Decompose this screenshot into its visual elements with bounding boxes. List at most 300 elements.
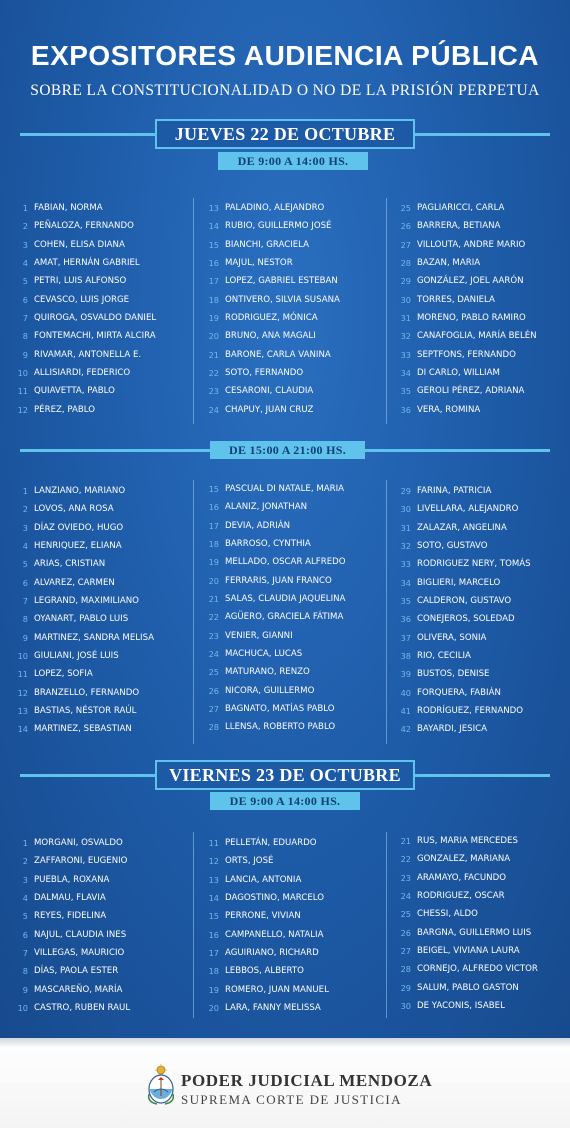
speaker-number: 34: [400, 368, 411, 379]
column-divider: [193, 480, 194, 744]
speaker-name: LEBBOS, ALBERTO: [225, 966, 304, 977]
speaker-name: LARA, FANNY MELISSA: [225, 1003, 321, 1014]
speaker-name: BASTIAS, NÉSTOR RAÚL: [34, 706, 137, 717]
speaker-name: QUIAVETTA, PABLO: [34, 386, 115, 397]
speaker-number: 25: [400, 203, 411, 213]
speaker-column: [199, 480, 384, 737]
speaker-entry: [199, 364, 384, 382]
speaker-entry: [8, 555, 193, 573]
speaker-number: 23: [400, 872, 411, 883]
speaker-name: LIVELLARA, ALEJANDRO: [417, 504, 519, 515]
speaker-number: 19: [208, 984, 219, 995]
speaker-entry: [8, 401, 193, 419]
speaker-entry: [391, 537, 570, 555]
speaker-number: 34: [400, 577, 411, 588]
speaker-column: [8, 834, 193, 1017]
speaker-entry: [391, 832, 570, 850]
speaker-name: AMAT, HERNÁN GABRIEL: [34, 258, 140, 269]
speaker-column: [199, 834, 384, 1017]
speaker-column: [199, 199, 384, 419]
speaker-number: 16: [208, 258, 219, 269]
speaker-column: [8, 199, 193, 419]
speaker-number: 10: [17, 651, 28, 662]
speaker-number: 4: [22, 893, 28, 904]
speaker-name: QUIROGA, OSVALDO DANIEL: [34, 313, 157, 324]
speaker-name: PETRI, LUIS ALFONSO: [34, 276, 127, 287]
speaker-entry: [8, 852, 193, 870]
speaker-name: SOTO, GUSTAVO: [417, 541, 488, 552]
speaker-number: 6: [22, 929, 28, 940]
speaker-name: BARONE, CARLA VANINA: [225, 349, 331, 360]
speaker-entry: [8, 684, 193, 702]
speaker-entry: [8, 926, 193, 944]
speaker-entry: [199, 871, 384, 889]
speaker-name: LLENSA, ROBERTO PABLO: [225, 722, 336, 733]
speaker-entry: [199, 999, 384, 1017]
speaker-column: [391, 832, 570, 1015]
speaker-name: ZAFFARONI, EUGENIO: [34, 856, 128, 867]
speaker-name: BAGNATO, MATÍAS PABLO: [225, 704, 335, 715]
speaker-name: PAGLIARICCI, CARLA: [417, 203, 505, 213]
speaker-entry: [8, 907, 193, 925]
speaker-entry: [391, 382, 570, 400]
speaker-number: 21: [208, 594, 219, 605]
speaker-number: 14: [208, 893, 219, 904]
speaker-number: 42: [400, 724, 411, 735]
speaker-number: 2: [22, 856, 28, 867]
speaker-number: 30: [400, 504, 411, 515]
speaker-name: OYANART, PABLO LUIS: [34, 614, 129, 625]
footer: [0, 1038, 570, 1128]
speaker-entry: [199, 663, 384, 681]
speaker-number: 20: [208, 331, 219, 342]
speaker-name: RODRIGUEZ, MÓNICA: [225, 313, 318, 324]
speaker-name: REYES, FIDELINA: [34, 911, 107, 922]
speaker-name: ONTIVERO, SILVIA SUSANA: [225, 294, 340, 305]
speaker-entry: [199, 553, 384, 571]
speaker-name: BIGLIERI, MARCELO: [417, 577, 501, 588]
speaker-name: RUS, MARIA MERCEDES: [417, 836, 518, 846]
speaker-name: PÉREZ, PABLO: [34, 404, 96, 415]
speaker-number: 24: [208, 649, 219, 660]
speaker-name: FARINA, PATRICIA: [417, 486, 492, 496]
speaker-entry: [199, 590, 384, 608]
speaker-entry: [391, 291, 570, 309]
speaker-name: DAGOSTINO, MARCELO: [225, 893, 325, 904]
speaker-name: RIVAMAR, ANTONELLA E.: [34, 349, 142, 360]
speaker-name: ALVAREZ, CARMEN: [34, 577, 115, 588]
speaker-entry: [199, 962, 384, 980]
speaker-number: 6: [22, 577, 28, 588]
speaker-number: 26: [400, 221, 411, 232]
speaker-number: 36: [400, 404, 411, 415]
speaker-number: 24: [208, 404, 219, 415]
speaker-number: 2: [22, 504, 28, 515]
speaker-name: CALDERON, GUSTAVO: [417, 596, 512, 607]
speaker-name: HENRIQUEZ, ELIANA: [34, 541, 122, 552]
speaker-entry: [391, 401, 570, 419]
speaker-entry: [199, 535, 384, 553]
speaker-number: 11: [17, 386, 28, 397]
speaker-number: 10: [17, 368, 28, 379]
speaker-name: DE YACONIS, ISABEL: [417, 1001, 505, 1012]
speaker-name: GIULIANI, JOSÉ LUIS: [34, 651, 119, 662]
speaker-entry: [391, 960, 570, 978]
speaker-entry: [199, 401, 384, 419]
speaker-entry: [391, 647, 570, 665]
speaker-number: 22: [208, 368, 219, 379]
speaker-entry: [199, 327, 384, 345]
speaker-number: 14: [17, 724, 28, 735]
speaker-number: 3: [22, 874, 28, 885]
speaker-name: ORTS, JOSÉ: [225, 856, 274, 867]
speaker-name: VILLOUTA, ANDRE MARIO: [417, 239, 526, 250]
speaker-name: PASCUAL DI NATALE, MARIA: [225, 484, 344, 494]
speaker-name: VENIER, GIANNI: [225, 630, 293, 641]
speaker-number: 12: [208, 856, 219, 867]
speaker-name: RODRIGUEZ NERY, TOMÁS: [417, 559, 531, 570]
speaker-entry: [391, 346, 570, 364]
day-heading: JUEVES 22 DE OCTUBRE: [155, 119, 415, 149]
speaker-name: MASCAREÑO, MARÍA: [34, 984, 123, 995]
speaker-number: 29: [400, 982, 411, 993]
speaker-name: ALLISIARDI, FEDERICO: [34, 368, 131, 379]
speaker-number: 37: [400, 632, 411, 643]
page-subtitle: SOBRE LA CONSTITUCIONALIDAD O NO DE LA PRISIÓN PERPETUA: [30, 82, 540, 99]
speaker-name: DÍAZ OVIEDO, HUGO: [34, 522, 124, 533]
speaker-entry: [391, 574, 570, 592]
speaker-number: 2: [22, 221, 28, 232]
speaker-name: MAJUL, NESTOR: [225, 258, 293, 269]
speaker-entry: [8, 647, 193, 665]
speaker-number: 24: [400, 891, 411, 902]
speaker-number: 5: [22, 276, 28, 287]
speaker-number: 5: [22, 559, 28, 570]
speaker-number: 8: [22, 614, 28, 625]
speaker-name: ZALAZAR, ANGELINA: [417, 522, 507, 533]
speaker-name: FONTEMACHI, MIRTA ALCIRA: [34, 331, 156, 342]
speaker-entry: [8, 889, 193, 907]
speaker-entry: [8, 944, 193, 962]
speaker-name: SALUM, PABLO GASTON: [417, 982, 519, 993]
speaker-number: 8: [22, 331, 28, 342]
speaker-number: 1: [22, 838, 28, 848]
speaker-name: ARAMAYO, FACUNDO: [417, 872, 506, 883]
speaker-number: 4: [22, 258, 28, 269]
speaker-number: 1: [22, 486, 28, 496]
speaker-name: PERRONE, VIVIAN: [225, 911, 301, 922]
speaker-entry: [199, 645, 384, 663]
speaker-number: 32: [400, 541, 411, 552]
speaker-number: 39: [400, 669, 411, 680]
speaker-entry: [391, 905, 570, 923]
speaker-number: 9: [22, 349, 28, 360]
speaker-name: COHEN, ELISA DIANA: [34, 239, 125, 250]
speaker-number: 25: [400, 909, 411, 920]
speaker-name: BRUNO, ANA MAGALI: [225, 331, 316, 342]
speaker-entry: [8, 482, 193, 500]
speaker-number: 7: [22, 313, 28, 324]
speaker-entry: [391, 979, 570, 997]
speaker-name: LOPEZ, SOFIA: [34, 669, 93, 680]
speaker-entry: [391, 720, 570, 738]
speaker-entry: [199, 382, 384, 400]
speaker-entry: [391, 942, 570, 960]
speaker-number: 28: [400, 964, 411, 975]
speaker-number: 11: [208, 838, 219, 848]
speaker-number: 19: [208, 313, 219, 324]
speaker-number: 4: [22, 541, 28, 552]
speaker-entry: [391, 327, 570, 345]
speaker-name: NICORA, GUILLERMO: [225, 685, 315, 696]
speaker-entry: [391, 869, 570, 887]
speaker-entry: [391, 629, 570, 647]
day-heading: VIERNES 23 DE OCTUBRE: [155, 760, 415, 790]
column-divider: [193, 832, 194, 1018]
speaker-entry: [391, 592, 570, 610]
footer-divider: [0, 1038, 570, 1048]
speaker-number: 23: [208, 630, 219, 641]
speaker-number: 15: [208, 911, 219, 922]
speaker-name: DALMAU, FLAVIA: [34, 893, 106, 904]
speaker-name: BEIGEL, VIVIANA LAURA: [417, 946, 520, 957]
speaker-name: SOTO, FERNANDO: [225, 368, 304, 379]
speaker-entry: [391, 684, 570, 702]
speaker-entry: [391, 309, 570, 327]
speaker-entry: [199, 517, 384, 535]
speaker-name: BUSTOS, DENISE: [417, 669, 490, 680]
speaker-entry: [391, 199, 570, 217]
speaker-entry: [199, 309, 384, 327]
speaker-name: NAJUL, CLAUDIA INES: [34, 929, 127, 940]
speaker-number: 1: [22, 203, 28, 213]
speaker-number: 12: [17, 404, 28, 415]
page-title: EXPOSITORES AUDIENCIA PÚBLICA: [30, 40, 540, 71]
speaker-name: LOPEZ, GABRIEL ESTEBAN: [225, 276, 338, 287]
speaker-name: DI CARLO, WILLIAM: [417, 368, 500, 379]
speaker-entry: [391, 997, 570, 1015]
speaker-entry: [8, 720, 193, 738]
speaker-entry: [391, 272, 570, 290]
speaker-number: 27: [400, 946, 411, 957]
speaker-column: [391, 482, 570, 739]
speaker-number: 30: [400, 294, 411, 305]
speaker-entry: [199, 498, 384, 516]
speaker-entry: [391, 555, 570, 573]
speaker-entry: [199, 834, 384, 852]
speaker-entry: [8, 217, 193, 235]
speaker-entry: [199, 346, 384, 364]
speaker-name: CHAPUY, JUAN CRUZ: [225, 404, 314, 415]
speaker-number: 26: [400, 927, 411, 938]
speaker-number: 18: [208, 539, 219, 550]
speaker-number: 14: [208, 221, 219, 232]
speaker-entry: [8, 199, 193, 217]
speaker-entry: [199, 627, 384, 645]
speaker-entry: [8, 327, 193, 345]
speaker-number: 12: [17, 687, 28, 698]
speaker-number: 33: [400, 559, 411, 570]
speaker-entry: [8, 519, 193, 537]
speaker-name: GEROLI PÉREZ, ADRIANA: [417, 386, 525, 397]
speaker-number: 15: [208, 484, 219, 494]
speaker-entry: [199, 254, 384, 272]
speaker-name: CANAFOGLIA, MARÍA BELÉN: [417, 331, 537, 342]
speaker-entry: [8, 382, 193, 400]
speaker-name: VERA, ROMINA: [417, 404, 481, 415]
speaker-number: 31: [400, 522, 411, 533]
speaker-entry: [8, 309, 193, 327]
speaker-name: MARTINEZ, SANDRA MELISA: [34, 632, 155, 643]
speaker-number: 15: [208, 239, 219, 250]
org-subtitle: SUPREMA CORTE DE JUSTICIA: [181, 1092, 402, 1107]
speaker-entry: [391, 887, 570, 905]
speaker-name: PALADINO, ALEJANDRO: [225, 203, 325, 213]
speaker-number: 6: [22, 294, 28, 305]
speaker-number: 26: [208, 685, 219, 696]
session-time: DE 9:00 A 14:00 HS.: [218, 152, 368, 170]
speaker-name: BRANZELLO, FERNANDO: [34, 687, 140, 698]
column-divider: [386, 198, 387, 424]
speaker-entry: [199, 480, 384, 498]
session-time: DE 15:00 A 21:00 HS.: [210, 441, 365, 459]
speaker-name: LANZIANO, MARIANO: [34, 486, 126, 496]
speaker-entry: [199, 926, 384, 944]
speaker-name: TORRES, DANIELA: [417, 294, 495, 305]
speaker-entry: [199, 981, 384, 999]
speaker-name: RUBIO, GUILLERMO JOSÉ: [225, 221, 332, 232]
speaker-name: SEPTFONS, FERNANDO: [417, 349, 516, 360]
speaker-number: 32: [400, 331, 411, 342]
speaker-name: BAYARDI, JESICA: [417, 724, 487, 735]
speaker-entry: [8, 629, 193, 647]
speaker-entry: [199, 700, 384, 718]
speaker-name: LOVOS, ANA ROSA: [34, 504, 114, 515]
speaker-name: PEÑALOZA, FERNANDO: [34, 221, 134, 232]
speaker-number: 8: [22, 966, 28, 977]
speaker-name: MELLADO, OSCAR ALFREDO: [225, 557, 346, 568]
speaker-entry: [8, 537, 193, 555]
speaker-entry: [391, 217, 570, 235]
speaker-number: 30: [400, 1001, 411, 1012]
speaker-name: ARIAS, CRISTIAN: [34, 559, 106, 570]
speaker-name: RODRÍGUEZ, FERNANDO: [417, 706, 524, 717]
speaker-number: 19: [208, 557, 219, 568]
speaker-name: AGUIRIANO, RICHARD: [225, 948, 319, 959]
speaker-number: 22: [208, 612, 219, 623]
speaker-entry: [391, 254, 570, 272]
speaker-number: 29: [400, 486, 411, 496]
speaker-entry: [8, 574, 193, 592]
speaker-number: 20: [208, 1003, 219, 1014]
speaker-entry: [8, 999, 193, 1017]
speaker-number: 17: [208, 520, 219, 531]
speaker-name: MATURANO, RENZO: [225, 667, 310, 678]
column-divider: [386, 480, 387, 744]
speaker-number: 11: [17, 669, 28, 680]
org-name: PODER JUDICIAL MENDOZA: [181, 1071, 433, 1090]
speaker-entry: [8, 981, 193, 999]
speaker-name: FERRARIS, JUAN FRANCO: [225, 575, 332, 586]
speaker-number: 41: [400, 706, 411, 717]
speaker-entry: [8, 346, 193, 364]
session-time: DE 9:00 A 14:00 HS.: [210, 792, 360, 810]
speaker-entry: [391, 236, 570, 254]
speaker-name: CORNEJO, ALFREDO VICTOR: [417, 964, 538, 975]
speaker-number: 40: [400, 687, 411, 698]
speaker-number: 7: [22, 596, 28, 607]
speaker-entry: [391, 610, 570, 628]
speaker-name: RIO, CECILIA: [417, 651, 471, 662]
speaker-name: MACHUCA, LUCAS: [225, 649, 303, 660]
speaker-name: GONZALEZ, MARIANA: [417, 854, 511, 865]
speaker-number: 7: [22, 948, 28, 959]
speaker-name: ROMERO, JUAN MANUEL: [225, 984, 329, 995]
speaker-name: CONEJEROS, SOLEDAD: [417, 614, 515, 625]
speaker-number: 25: [208, 667, 219, 678]
speaker-number: 35: [400, 596, 411, 607]
speaker-name: LEGRAND, MAXIMILIANO: [34, 596, 139, 607]
speaker-entry: [391, 364, 570, 382]
speaker-name: BIANCHI, GRACIELA: [225, 239, 310, 250]
speaker-entry: [199, 907, 384, 925]
speaker-name: ALANIZ, JONATHAN: [225, 502, 308, 513]
speaker-name: AGÜERO, GRACIELA FÁTIMA: [225, 612, 344, 623]
speaker-entry: [199, 291, 384, 309]
speaker-number: 33: [400, 349, 411, 360]
speaker-number: 10: [17, 1003, 28, 1014]
speaker-entry: [8, 962, 193, 980]
speaker-number: 35: [400, 386, 411, 397]
speaker-entry: [8, 834, 193, 852]
speaker-name: GONZÁLEZ, JOEL AARÓN: [417, 276, 524, 287]
speaker-number: 16: [208, 929, 219, 940]
speaker-entry: [391, 519, 570, 537]
speaker-entry: [8, 364, 193, 382]
speaker-number: 22: [400, 854, 411, 865]
speaker-number: 5: [22, 911, 28, 922]
speaker-name: FABIAN, NORMA: [34, 203, 103, 213]
speaker-name: CESARONI, CLAUDIA: [225, 386, 314, 397]
speaker-name: FORQUERA, FABIÁN: [417, 687, 501, 698]
speaker-name: OLIVERA, SONIA: [417, 632, 487, 643]
speaker-entry: [391, 665, 570, 683]
speaker-number: 28: [208, 722, 219, 733]
speaker-entry: [8, 500, 193, 518]
speaker-column: [391, 199, 570, 419]
coat-of-arms-icon: [145, 1064, 177, 1106]
speaker-number: 23: [208, 386, 219, 397]
speaker-entry: [8, 871, 193, 889]
speaker-number: 3: [22, 239, 28, 250]
speaker-number: 28: [400, 258, 411, 269]
speaker-entry: [199, 682, 384, 700]
column-divider: [193, 198, 194, 424]
speaker-name: BARGNA, GUILLERMO LUIS: [417, 927, 532, 938]
speaker-name: MARTINEZ, SEBASTIAN: [34, 724, 132, 735]
speaker-name: SALAS, CLAUDIA JAQUELINA: [225, 594, 346, 605]
speaker-entry: [391, 924, 570, 942]
speaker-name: PELLETÁN, EDUARDO: [225, 838, 317, 848]
speaker-entry: [8, 702, 193, 720]
speaker-number: 13: [17, 706, 28, 717]
speaker-number: 27: [208, 704, 219, 715]
speaker-entry: [199, 572, 384, 590]
speaker-entry: [8, 272, 193, 290]
speaker-entry: [8, 610, 193, 628]
speaker-name: BAZAN, MARIA: [417, 258, 481, 269]
speaker-number: 27: [400, 239, 411, 250]
